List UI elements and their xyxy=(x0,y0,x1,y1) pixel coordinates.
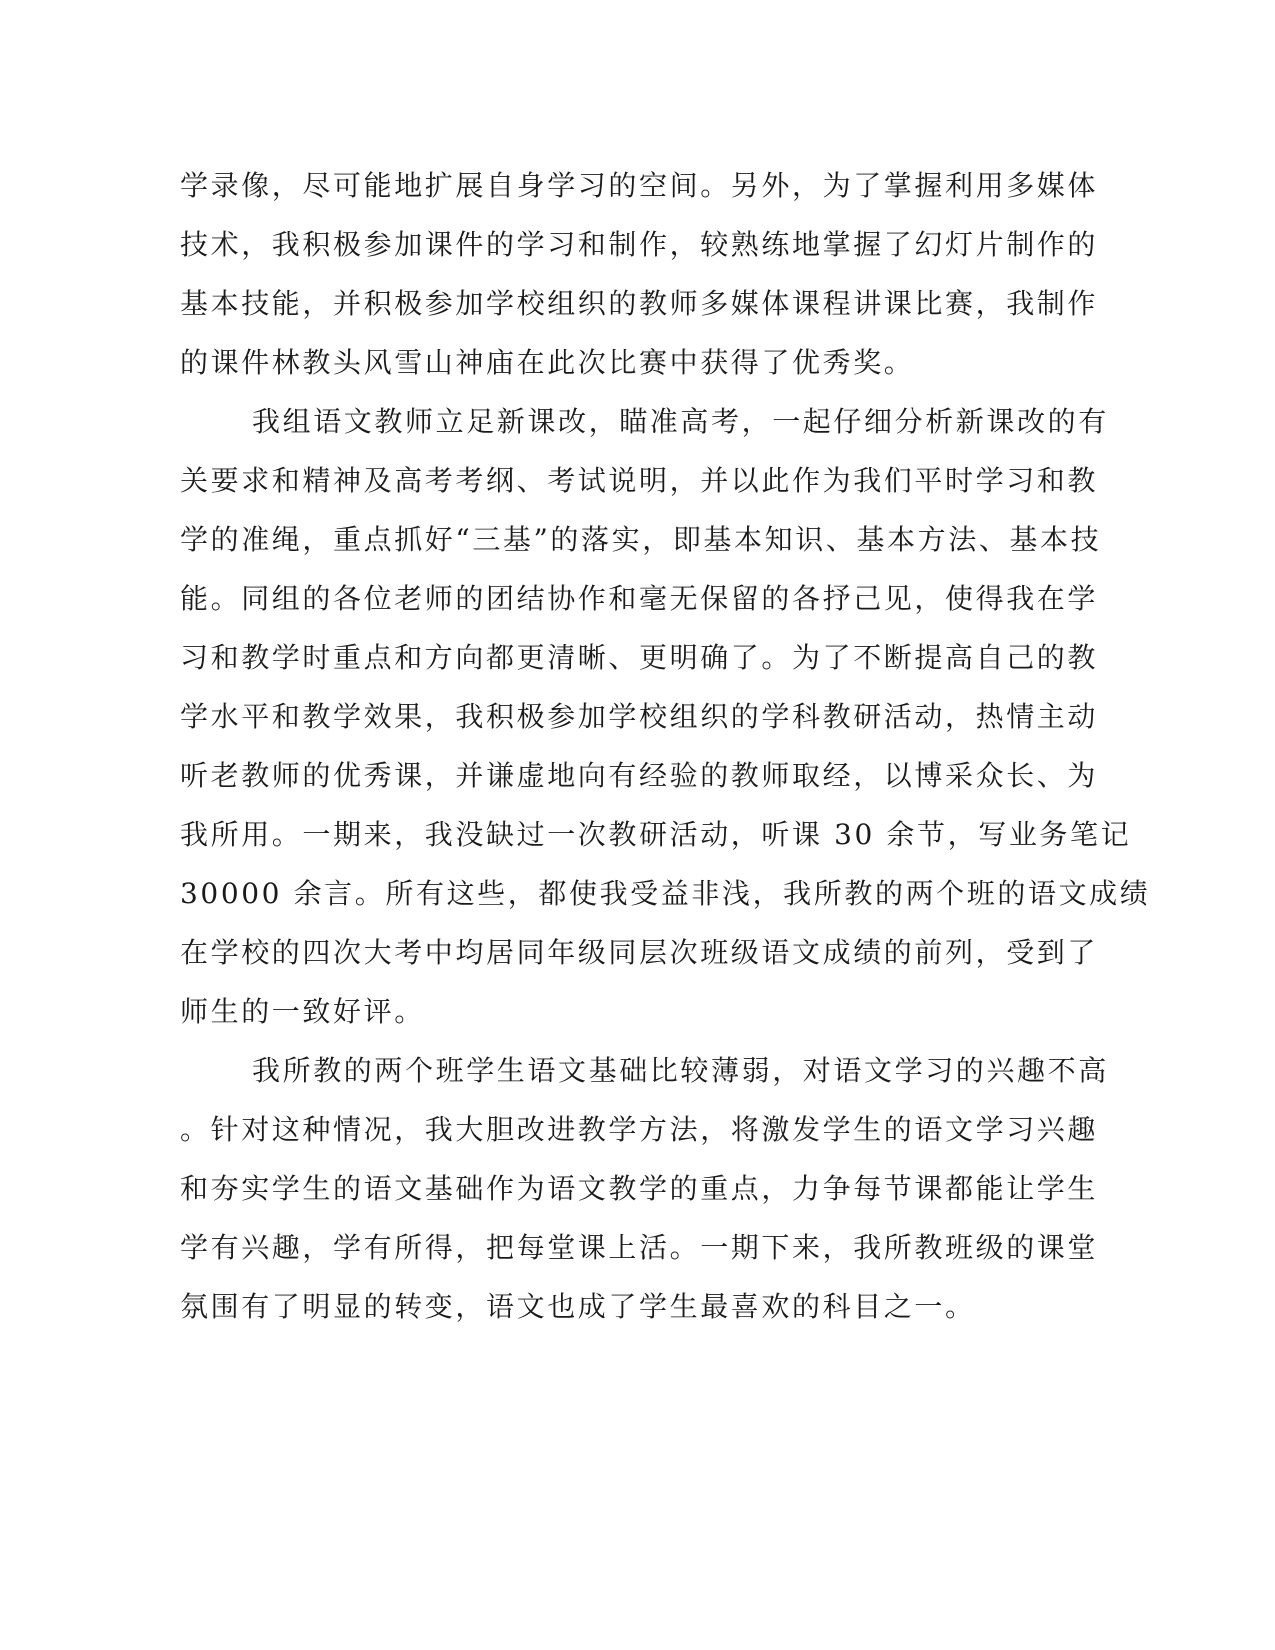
text-line: 习和教学时重点和方向都更清晰、更明确了。为了不断提高自己的教 xyxy=(180,641,1099,674)
paragraph-3 xyxy=(180,1041,1109,1336)
text-line: 技术，我积极参加课件的学习和制作，较熟练地掌握了幻灯片制作的 xyxy=(180,228,1099,261)
text-line: 关要求和精神及高考考纲、考试说明，并以此作为我们平时学习和教 xyxy=(180,464,1099,497)
text-line: 学的准绳，重点抓好“三基”的落实，即基本知识、基本方法、基本技 xyxy=(180,523,1102,556)
text-line: 的课件林教头风雪山神庙在此次比赛中获得了优秀奖。 xyxy=(180,346,915,379)
text-line: 。针对这种情况，我大胆改进教学方法，将激发学生的语文学习兴趣 xyxy=(180,1113,1099,1146)
text-line: 在学校的四次大考中均居同年级同层次班级语文成绩的前列，受到了 xyxy=(180,936,1099,969)
text-line: 我组语文教师立足新课改，瞄准高考，一起仔细分析新课改的有 xyxy=(252,405,1109,438)
text-line: 和夯实学生的语文基础作为语文教学的重点，力争每节课都能让学生 xyxy=(180,1172,1099,1205)
text-line: 氛围有了明显的转变，语文也成了学生最喜欢的科目之一。 xyxy=(180,1290,976,1323)
text-line: 我所教的两个班学生语文基础比较薄弱，对语文学习的兴趣不高 xyxy=(252,1054,1109,1087)
text-line: 我所用。一期来，我没缺过一次教研活动，听课 30 余节，写业务笔记 xyxy=(180,818,1132,851)
paragraph-2 xyxy=(180,392,1151,1041)
text-line: 学录像，尽可能地扩展自身学习的空间。另外，为了掌握利用多媒体 xyxy=(180,169,1099,202)
text-line: 基本技能，并积极参加学校组织的教师多媒体课程讲课比赛，我制作 xyxy=(180,287,1099,320)
document-body xyxy=(180,156,1151,1336)
text-line: 师生的一致好评。 xyxy=(180,995,425,1028)
paragraph-1 xyxy=(180,156,1099,392)
text-line: 学有兴趣，学有所得，把每堂课上活。一期下来，我所教班级的课堂 xyxy=(180,1231,1099,1264)
text-line: 听老教师的优秀课，并谦虚地向有经验的教师取经，以博采众长、为 xyxy=(180,759,1099,792)
text-line: 30000 余言。所有这些，都使我受益非浅，我所教的两个班的语文成绩 xyxy=(180,877,1151,910)
text-line: 能。同组的各位老师的团结协作和毫无保留的各抒己见，使得我在学 xyxy=(180,582,1099,615)
text-line: 学水平和教学效果，我积极参加学校组织的学科教研活动，热情主动 xyxy=(180,700,1099,733)
